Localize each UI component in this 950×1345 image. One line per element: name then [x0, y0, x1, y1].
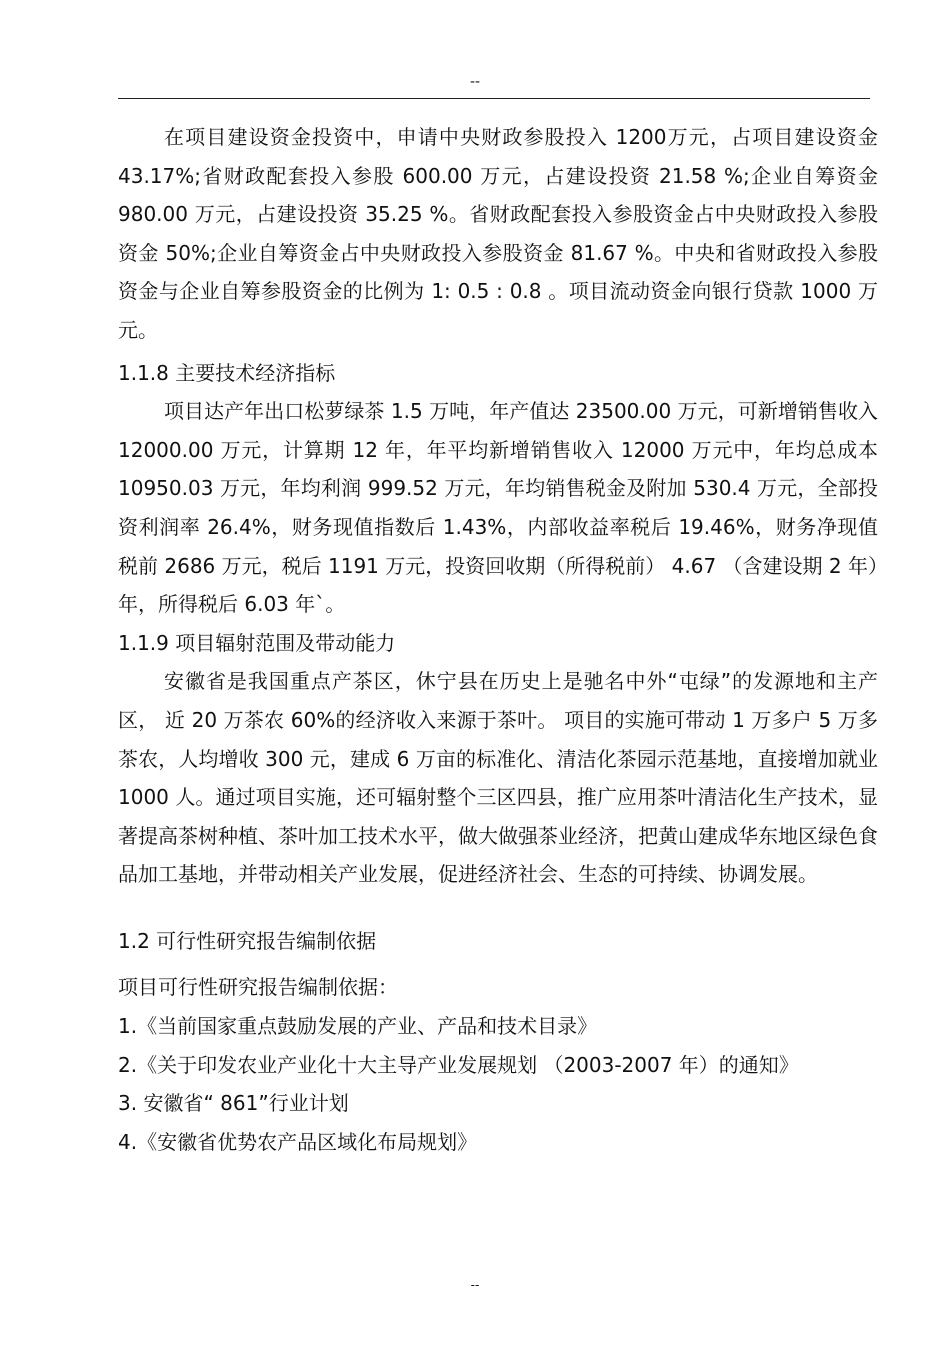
header-divider — [118, 98, 870, 99]
list-item: 3. 安徽省“ 861”行业计划 — [118, 1091, 349, 1116]
list-item: 2.《关于印发农业产业化十大主导产业发展规划 （2003-2007 年）的通知》 — [118, 1052, 799, 1077]
basis-list — [118, 1007, 878, 1161]
paragraph-radiation: 安徽省是我国重点产茶区，休宁县在历史上是驰名中外“屯绿”的发源地和主产区， 近 20 万茶农 60%的经济收入来源于茶叶。 项目的实施可带动 1 万多户 5 万多茶农，人均增收 300 元，建成 6 万亩的标准化、清洁化茶园示范基地，直接增加就业 1000 人。通过项目实施，还可辐射整个三区四县，推广应用茶叶清洁化生产技术，显著提高茶树种植、茶叶加工技术水平，做大做强茶业经济，把黄山建成华东地区绿色食品加工基地，并带动相关产业发展，促进经济社会、生态的可持续、协调发展。 — [118, 669, 878, 887]
footer-mark: -- — [470, 1278, 480, 1292]
paragraph-basis-intro: 项目可行性研究报告编制依据： — [118, 975, 398, 1000]
document-body — [118, 118, 878, 1161]
section-heading-1-1-9: 1.1.9 项目辐射范围及带动能力 — [118, 630, 396, 655]
header-mark: -- — [469, 74, 481, 90]
paragraph-investment: 在项目建设资金投资中，申请中央财政参股投入 1200万元，占项目建设资金 43.17%;省财政配套投入参股 600.00 万元，占建设投资 21.58 %;企业自筹资金 980.00 万元，占建设投资 35.25 %。省财政配套投入参股资金占中央财政投入参股资金 50%;企业自筹资金占中央财政投入参股资金 81.67 %。中央和省财政投入参股资金与企业自筹参股资金的比例为 1: 0.5 : 0.8 。项目流动资金向银行贷款 1000 万元。 — [118, 125, 878, 342]
list-item: 1.《当前国家重点鼓励发展的产业、产品和技术目录》 — [118, 1014, 598, 1039]
paragraph-indicators: 项目达产年出口松萝绿茶 1.5 万吨，年产值达 23500.00 万元，可新增销售收入 12000.00 万元，计算期 12 年，年平均新增销售收入 12000 万元中，年均总成本 10950.03 万元，年均利润 999.52 万元，年均销售税金及附加 530.4 万元，全部投资利润率 26.4%，财务现值指数后 1.43%，内部收益率税后 19.46%，财务净现值税前 2686 万元，税后 1191 万元，投资回收期（所得税前） 4.67 （含建设期 2 年）年，所得税后 6.03 年`。 — [118, 399, 878, 617]
section-heading-1-2: 1.2 可行性研究报告编制依据 — [118, 928, 377, 953]
section-heading-1-1-8: 1.1.8 主要技术经济指标 — [118, 360, 336, 385]
list-item: 4.《安徽省优势农产品区域化布局规划》 — [118, 1129, 478, 1154]
